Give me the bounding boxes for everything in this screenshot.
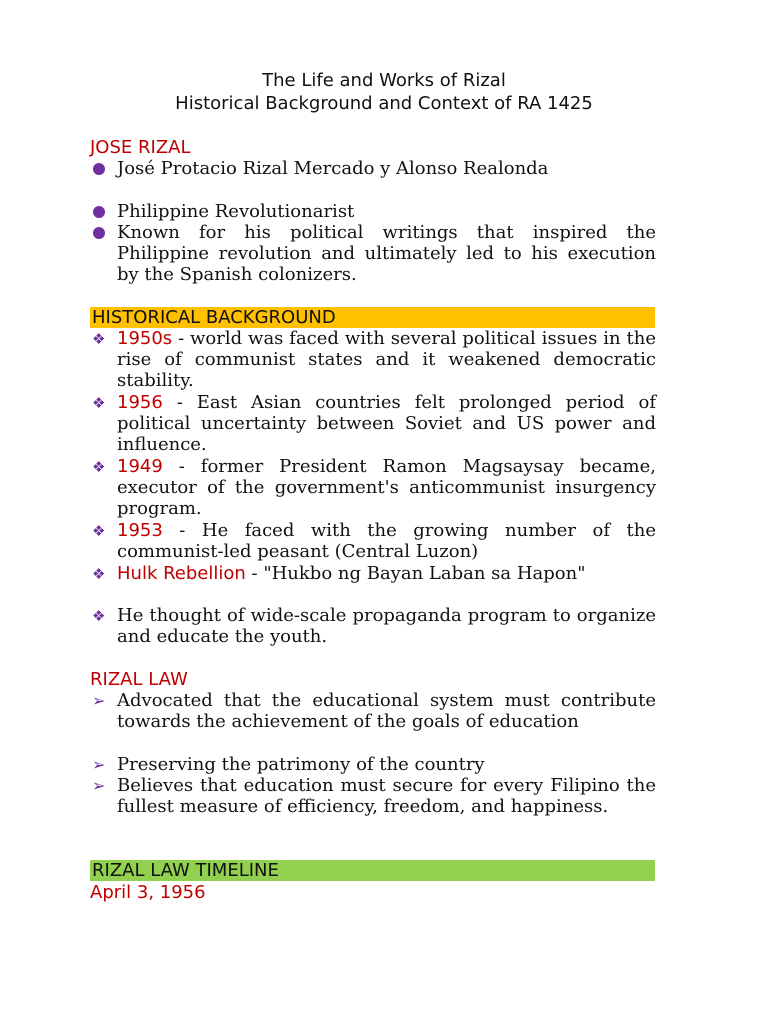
- bullet-dot-icon: [90, 222, 117, 243]
- list-item: [90, 158, 656, 179]
- item-text: He thought of wide-scale propaganda program to organize and educate the youth.: [117, 605, 656, 647]
- arrow-bullet-icon: ➢: [92, 691, 106, 710]
- item-key: 1950s: [117, 328, 173, 349]
- list-item: [90, 563, 656, 584]
- item-text: - He faced with the growing number of the communist-led peasant (Central Luzon): [117, 520, 656, 562]
- timeline-date: April 3, 1956: [90, 882, 206, 903]
- document-title: The Life and Works of Rizal: [262, 70, 506, 91]
- list-item: [90, 690, 656, 732]
- list-item: [90, 222, 656, 285]
- item-key: 1949: [117, 456, 163, 477]
- item-text: - "Hukbo ng Bayan Laban sa Hapon": [245, 563, 586, 584]
- list-item: [90, 392, 656, 455]
- item-text: - former President Ramon Magsaysay became, executor of the government's anticommunist insurgency program.: [117, 456, 656, 519]
- list-item-text: Known for his political writings that inspired the Philippine revolution and ultimately led to his execution by the Spanish colonizers.: [117, 222, 656, 285]
- arrow-bullet-icon: ➢: [92, 776, 106, 795]
- diamond-bullet-icon: ❖: [92, 457, 106, 476]
- diamond-bullet-icon: ❖: [92, 564, 106, 583]
- list-item-text: Advocated that the educational system must contribute towards the achievement of the goals of education: [117, 690, 656, 732]
- list-item-text: José Protacio Rizal Mercado y Alonso Realonda: [117, 158, 549, 179]
- list-item: [90, 456, 656, 519]
- diamond-bullet-icon: ❖: [92, 606, 106, 625]
- list-item-text: Philippine Revolutionarist: [117, 201, 355, 222]
- list-item: [90, 754, 656, 775]
- section-banner-historical-background: HISTORICAL BACKGROUND: [90, 307, 655, 328]
- list-item: [90, 520, 656, 562]
- diamond-bullet-icon: ❖: [92, 521, 106, 540]
- item-text: - world was faced with several political issues in the rise of communist states and it weakened democratic stability.: [117, 328, 656, 391]
- item-text: - East Asian countries felt prolonged period of political uncertainty between Soviet and US power and influence.: [117, 392, 656, 455]
- list-item: [90, 201, 656, 222]
- section-heading-rizal-law: RIZAL LAW: [90, 669, 188, 690]
- arrow-bullet-icon: ➢: [92, 755, 106, 774]
- bullet-dot-icon: [90, 158, 117, 179]
- bullet-dot-icon: [90, 201, 117, 222]
- diamond-bullet-icon: ❖: [92, 329, 106, 348]
- list-item-text: Preserving the patrimony of the country: [117, 754, 485, 775]
- section-banner-rizal-law-timeline: RIZAL LAW TIMELINE: [90, 860, 655, 881]
- section-heading-jose-rizal: JOSE RIZAL: [90, 137, 191, 158]
- list-item: [90, 775, 656, 817]
- item-key: Hulk Rebellion: [117, 563, 246, 584]
- list-item: [90, 605, 656, 647]
- list-item: [90, 328, 656, 391]
- list-item-text: Believes that education must secure for every Filipino the fullest measure of efficiency, freedom, and happiness.: [117, 775, 656, 817]
- item-key: 1956: [117, 392, 163, 413]
- diamond-bullet-icon: ❖: [92, 393, 106, 412]
- item-key: 1953: [117, 520, 163, 541]
- document-subtitle: Historical Background and Context of RA 1425: [175, 93, 593, 114]
